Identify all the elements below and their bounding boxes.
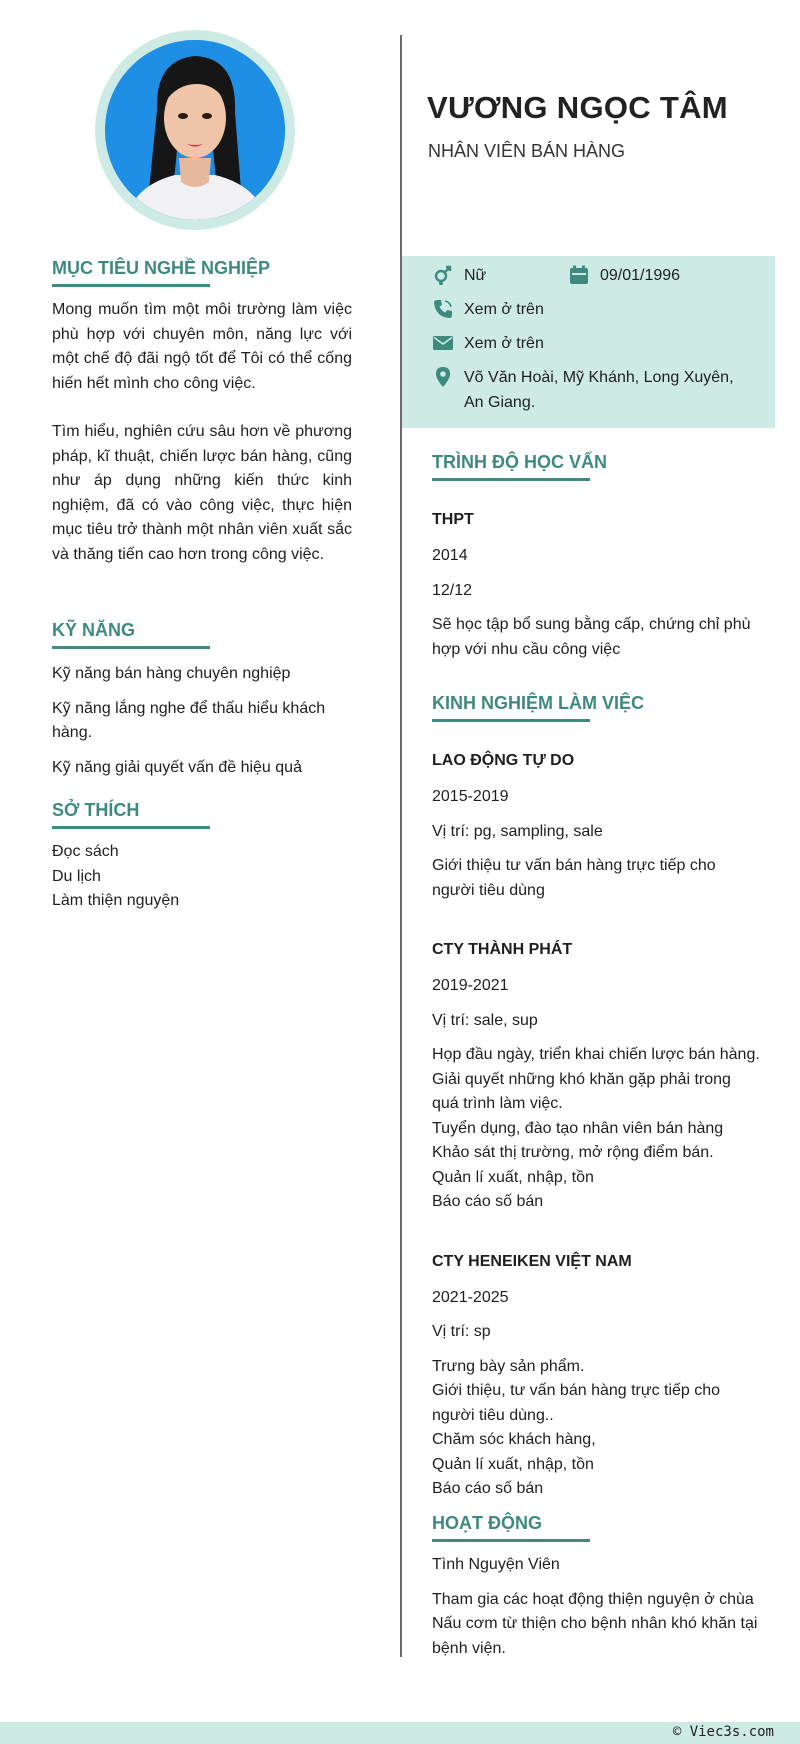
job-company: LAO ĐỘNG TỰ DO <box>432 752 575 769</box>
calendar-icon <box>568 264 590 286</box>
job-company: CTY HENEIKEN VIỆT NAM <box>432 1252 632 1270</box>
objective-paragraph-2: Tìm hiểu, nghiên cứu sâu hơn về phương pháp, kĩ thuật, chiến lược bán hàng, cũng như áp dụng những kiến thức kinh nghiệm, đã có vào công việc, thực hiện mục tiêu trở thành một nhân viên xuất sắc và thăng tiến cao hơn trong công việc. <box>52 423 352 563</box>
email-value: Xem ở trên <box>464 335 544 352</box>
contact-panel <box>402 256 775 428</box>
job-duty: Quản lí xuất, nhập, tồn <box>432 1168 594 1186</box>
skills-heading: KỸ NĂNG <box>52 620 352 645</box>
portrait-illustration <box>105 40 285 220</box>
hobbies-section <box>52 800 352 914</box>
hobby-item: Làm thiện nguyện <box>52 892 180 909</box>
school-name: THPT <box>432 511 474 528</box>
hobby-item: Đọc sách <box>52 843 119 860</box>
job-period: 2021-2025 <box>432 1288 509 1306</box>
activity-role: Tình Nguyện Viên <box>432 1556 560 1573</box>
candidate-name: VƯƠNG NGỌC TÂM <box>427 90 728 125</box>
activity-item: Nấu cơm từ thiện cho bệnh nhân khó khăn tại bệnh viện. <box>432 1615 758 1657</box>
job-position: Vị trí: pg, sampling, sale <box>432 822 603 840</box>
email-row <box>432 332 544 357</box>
job-duty: Khảo sát thị trường, mở rộng điểm bán. <box>432 1144 714 1161</box>
skill-item: Kỹ năng bán hàng chuyên nghiệp <box>52 665 291 682</box>
address-line-1: Võ Văn Hoài, Mỹ Khánh, Long Xuyên, <box>464 369 734 386</box>
job-position: Vị trí: sp <box>432 1323 491 1340</box>
job-duty: Chăm sóc khách hàng, <box>432 1431 596 1448</box>
dob-row <box>568 264 680 289</box>
footer-brand: © Viec3s.com <box>672 1724 774 1740</box>
activities-section <box>432 1513 762 1661</box>
dob-value: 09/01/1996 <box>600 267 681 284</box>
education-note: Sẽ học tập bổ sung bằng cấp, chứng chỉ phù hợp với nhu cầu công việc <box>432 616 751 658</box>
activity-item: Tham gia các hoạt động thiện nguyện ở chùa <box>432 1590 754 1608</box>
candidate-title: NHÂN VIÊN BÁN HÀNG <box>428 141 626 161</box>
phone-value: Xem ở trên <box>464 301 544 318</box>
experience-heading: KINH NGHIỆM LÀM VIỆC <box>432 693 762 718</box>
education-heading: TRÌNH ĐỘ HỌC VẤN <box>432 452 762 477</box>
job-description: Họp đầu ngày, triển khai chiến lược bán hàng. Giải quyết những khó khăn gặp phải trong quá trình làm việc. <box>432 1046 760 1112</box>
education-grade: 12/12 <box>432 581 473 599</box>
job-position: Vị trí: sale, sup <box>432 1011 538 1029</box>
hobby-item: Du lịch <box>52 867 101 885</box>
gender-icon <box>432 264 454 286</box>
objective-section <box>52 258 352 567</box>
phone-row <box>432 298 544 323</box>
email-icon <box>432 332 454 354</box>
job-description: Giới thiệu tư vấn bán hàng trực tiếp cho người tiêu dùng <box>432 857 716 899</box>
skill-item: Kỹ năng lắng nghe để thấu hiểu khách hàng. <box>52 699 326 741</box>
job-duty: Tuyển dụng, đào tạo nhân viên bán hàng <box>432 1119 724 1137</box>
job-company: CTY THÀNH PHÁT <box>432 941 573 958</box>
job-duty: Báo cáo số bán <box>432 1193 544 1210</box>
objective-paragraph-1: Mong muốn tìm một môi trường làm việc phù hợp với chuyên môn, năng lực với một chế độ đãi ngộ tốt để Tôi có thể cống hiến hết mình cho công việc. <box>52 301 352 392</box>
activities-heading: HOẠT ĐỘNG <box>432 1513 762 1538</box>
job-duty: Quản lí xuất, nhập, tồn <box>432 1455 594 1473</box>
job-duty: Báo cáo số bán <box>432 1480 544 1497</box>
gender-value: Nữ <box>464 267 487 284</box>
location-pin-icon <box>432 366 454 388</box>
hobbies-heading: SỞ THÍCH <box>52 800 352 825</box>
phone-icon <box>432 298 454 320</box>
skills-section <box>52 620 352 780</box>
footer-bar <box>0 1722 800 1744</box>
gender-row <box>432 264 486 289</box>
avatar-frame <box>95 30 295 230</box>
education-section <box>432 452 762 662</box>
job-description: Trưng bày sản phẩm. <box>432 1357 585 1375</box>
address-line-2: An Giang. <box>464 393 536 411</box>
objective-heading: MỤC TIÊU NGHỀ NGHIỆP <box>52 258 352 283</box>
experience-section <box>432 693 762 1502</box>
job-period: 2019-2021 <box>432 977 509 994</box>
job-duty: Giới thiệu, tư vấn bán hàng trực tiếp cho người tiêu dùng.. <box>432 1382 721 1424</box>
address-row <box>432 366 734 415</box>
job-period: 2015-2019 <box>432 788 509 805</box>
skill-item: Kỹ năng giải quyết vấn đề hiệu quả <box>52 758 302 776</box>
education-year: 2014 <box>432 547 468 564</box>
avatar <box>105 40 285 220</box>
